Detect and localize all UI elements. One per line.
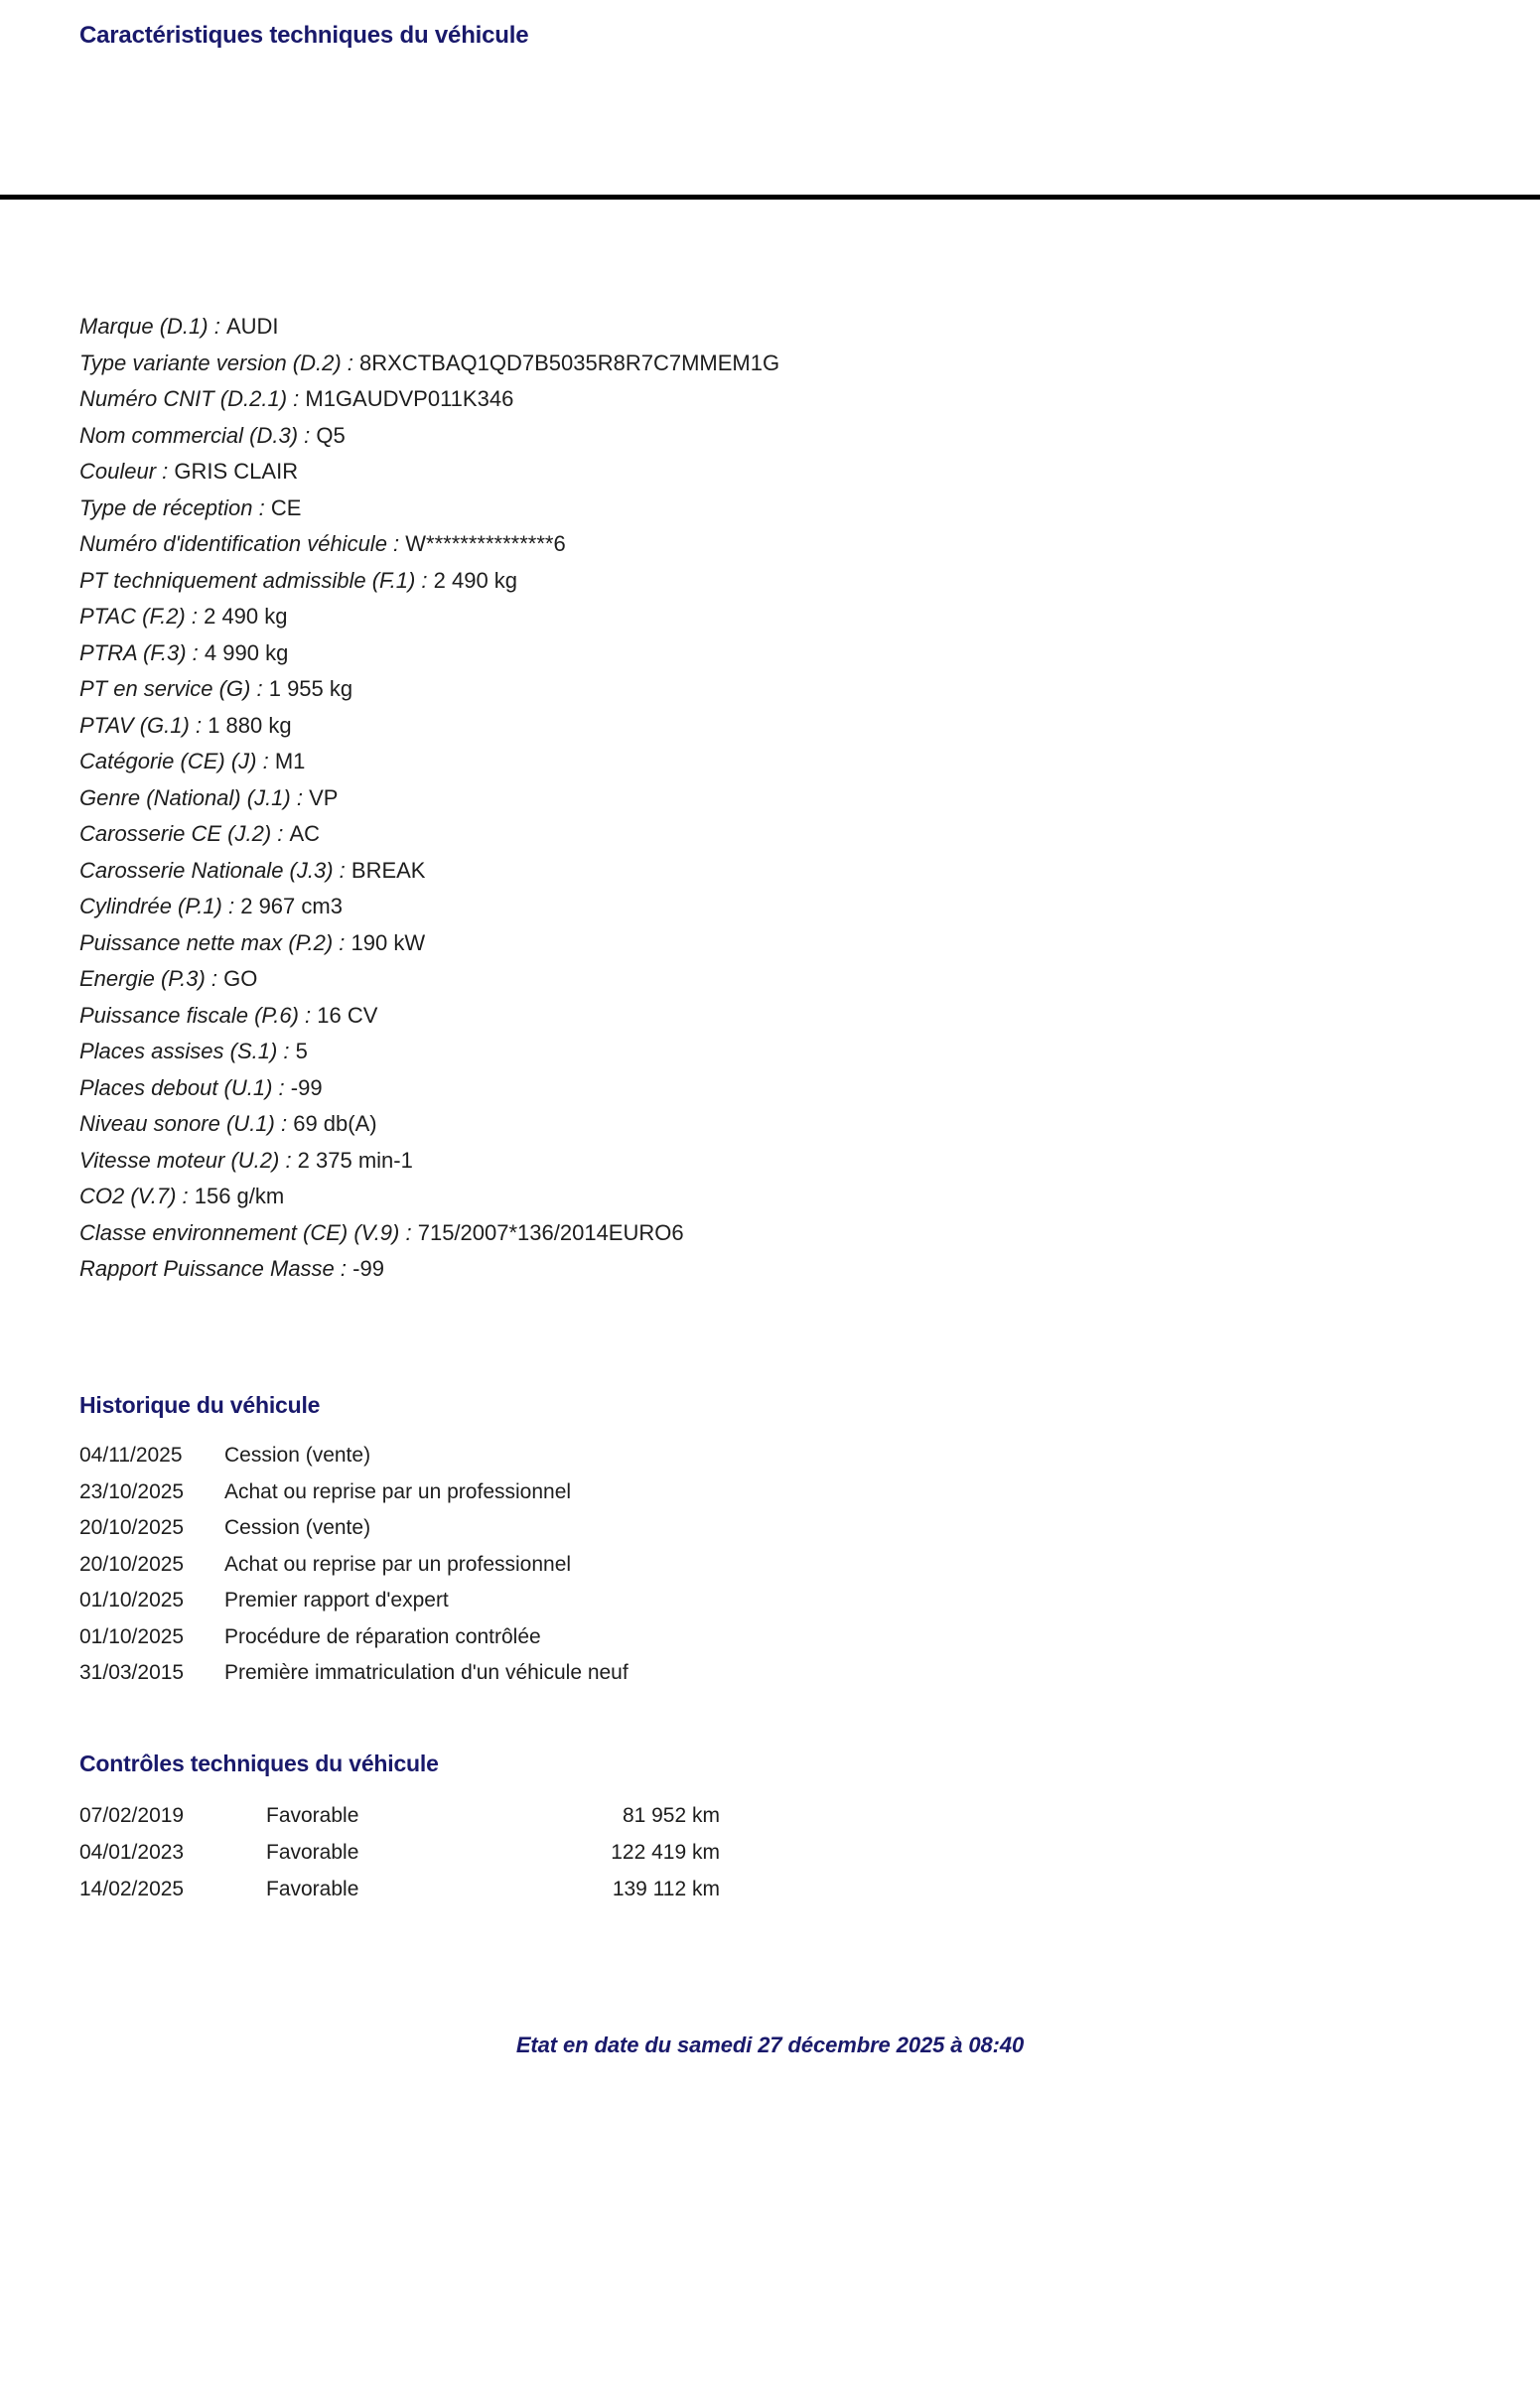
history-row [79,1619,1072,1656]
history-date: 01/10/2025 [79,1589,185,1612]
spec-row [79,491,1450,527]
spec-label: CO2 (V.7) : [79,1184,195,1208]
spec-label: Cylindrée (P.1) : [79,894,241,918]
vehicle-specifications-list [79,309,1450,1288]
history-row [79,1547,1072,1584]
spec-label: Marque (D.1) : [79,314,226,339]
history-event: Procédure de réparation contrôlée [224,1624,541,1648]
spec-label: Genre (National) (J.1) : [79,784,310,810]
spec-value: VP [309,784,339,810]
spec-value: 8RXCTBAQ1QD7B5035R8R7C7MMEM1G [359,350,780,375]
spec-row [79,454,1450,491]
spec-label: Places assises (S.1) : [79,1039,296,1063]
spec-value: 69 db(A) [293,1111,377,1136]
spec-label: Carosserie CE (J.2) : [79,821,290,846]
spec-row [79,1179,1450,1215]
spec-value: 156 g/km [194,1184,285,1208]
history-event: Achat ou reprise par un professionnel [224,1479,572,1503]
spec-row [79,961,1450,998]
spec-row [79,346,1450,382]
spec-row [79,889,1450,925]
history-event: Première immatriculation d'un véhicule neuf [224,1661,629,1684]
inspection-result: Favorable [266,1804,359,1827]
spec-value: 190 kW [350,929,426,955]
inspection-date: 04/01/2023 [79,1841,185,1864]
spec-value: M1 [274,749,306,773]
spec-value: 4 990 kg [204,639,289,665]
inspection-result: Favorable [266,1878,359,1900]
spec-label: PTAC (F.2) : [79,604,205,629]
spec-label: Carosserie Nationale (J.3) : [79,857,351,883]
spec-row [79,816,1450,853]
history-row [79,1438,1072,1474]
spec-label: Rapport Puissance Masse : [79,1256,353,1281]
spec-row [79,1143,1450,1180]
inspection-mileage: 81 952 km [622,1804,720,1827]
spec-row [79,853,1450,890]
spec-value: 715/2007*136/2014EURO6 [417,1219,684,1245]
spec-value: CE [270,494,302,520]
spec-value: 2 375 min-1 [297,1147,413,1173]
spec-value: M1GAUDVP011K346 [305,386,514,411]
spec-row [79,1070,1450,1107]
spec-value: W***************6 [405,531,566,556]
spec-row [79,998,1450,1035]
spec-value: Q5 [316,422,346,448]
spec-label: Puissance nette max (P.2) : [79,929,351,955]
history-event: Cession (vente) [224,1444,371,1467]
history-event: Cession (vente) [224,1516,371,1539]
spec-row [79,1106,1450,1143]
history-date: 04/11/2025 [79,1444,183,1467]
history-date: 23/10/2025 [79,1479,185,1503]
inspection-result: Favorable [266,1841,359,1864]
spec-row [79,744,1450,780]
history-date: 20/10/2025 [79,1552,185,1576]
spec-value: -99 [290,1074,323,1100]
spec-label: Puissance fiscale (P.6) : [79,1002,318,1028]
spec-value: BREAK [350,857,426,883]
spec-label: Couleur : [79,459,175,484]
spec-row [79,381,1450,418]
technical-inspections-section-heading: Contrôles techniques du véhicule [79,1751,439,1776]
spec-value: GO [223,966,258,991]
history-event: Achat ou reprise par un professionnel [224,1552,572,1576]
spec-row [79,780,1450,817]
spec-value: GRIS CLAIR [174,459,299,484]
spec-row [79,599,1450,635]
spec-label: Niveau sonore (U.1) : [79,1111,294,1136]
history-row [79,1510,1072,1547]
spec-label: Nom commercial (D.3) : [79,422,317,448]
spec-label: Type variante version (D.2) : [79,350,360,375]
spec-value: -99 [352,1256,384,1281]
spec-row [79,708,1450,745]
header-divider [0,195,1540,200]
spec-value: 1 955 kg [268,676,353,701]
history-date: 20/10/2025 [79,1516,185,1539]
spec-label: Energie (P.3) : [79,966,224,991]
history-date: 31/03/2015 [79,1661,185,1684]
spec-row [79,418,1450,455]
spec-value: 2 967 cm3 [240,894,343,918]
spec-row [79,671,1450,708]
spec-label: PT techniquement admissible (F.1) : [79,567,434,593]
page-title: Caractéristiques techniques du véhicule [79,22,529,49]
spec-label: Places debout (U.1) : [79,1074,291,1100]
spec-value: 1 880 kg [208,712,292,738]
spec-row [79,635,1450,672]
history-date: 01/10/2025 [79,1624,185,1648]
state-date-footer: Etat en date du samedi 27 décembre 2025 à 08:40 [515,2033,1025,2057]
history-row [79,1583,1072,1619]
inspection-date: 07/02/2019 [79,1804,185,1827]
spec-label: PT en service (G) : [79,676,269,701]
inspection-date: 14/02/2025 [79,1878,185,1900]
spec-value: 2 490 kg [204,604,288,629]
vehicle-history-list [79,1438,1072,1692]
spec-label: Vitesse moteur (U.2) : [79,1147,298,1173]
inspection-mileage: 122 419 km [611,1841,720,1864]
spec-value: AC [289,821,321,846]
spec-label: PTAV (G.1) : [79,712,209,738]
spec-row [79,1215,1450,1252]
history-row [79,1655,1072,1692]
table-row [79,1834,720,1871]
spec-label: Catégorie (CE) (J) : [79,749,275,773]
table-row [79,1797,720,1834]
spec-value: 2 490 kg [433,567,518,593]
spec-label: Numéro CNIT (D.2.1) : [79,386,306,411]
spec-value: 16 CV [317,1002,378,1028]
spec-row [79,309,1450,346]
spec-label: Classe environnement (CE) (V.9) : [79,1219,418,1245]
spec-value: AUDI [225,314,279,339]
spec-label: Numéro d'identification véhicule : [79,531,406,556]
spec-row [79,925,1450,962]
history-event: Premier rapport d'expert [224,1589,449,1612]
spec-row [79,1034,1450,1070]
technical-inspections-table [79,1797,720,1907]
spec-row [79,563,1450,600]
spec-value: 5 [295,1039,308,1063]
spec-label: PTRA (F.3) : [79,639,205,665]
inspection-mileage: 139 112 km [612,1878,720,1900]
spec-row [79,526,1450,563]
spec-label: Type de réception : [79,494,271,520]
history-row [79,1474,1072,1511]
spec-row [79,1251,1450,1288]
history-section-heading: Historique du véhicule [79,1392,321,1418]
table-row [79,1871,720,1907]
